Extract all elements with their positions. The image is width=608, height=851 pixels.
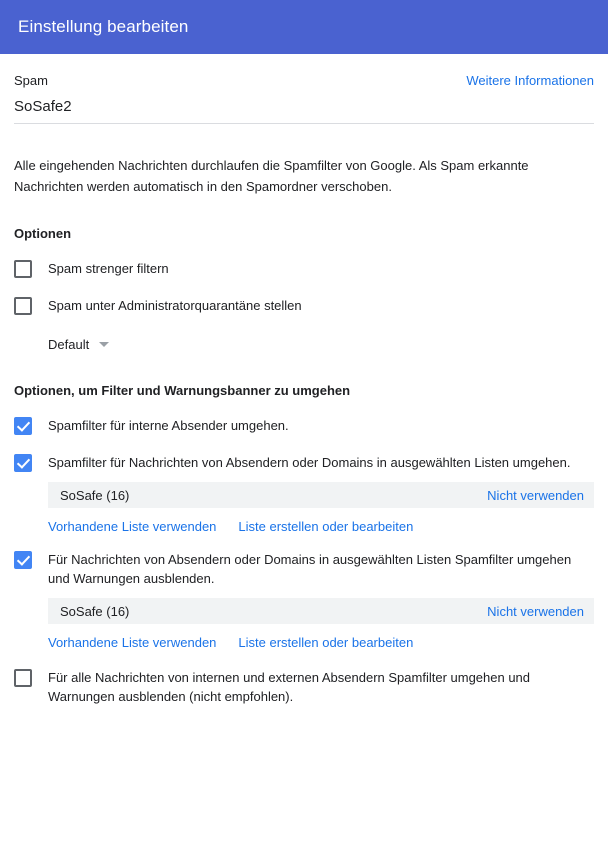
chevron-down-icon [99,342,109,347]
address-list-chip-1 [48,482,594,508]
more-information-link[interactable]: Weitere Informationen [466,73,594,88]
create-or-edit-list-link-1[interactable]: Liste erstellen oder bearbeiten [238,519,414,534]
setting-name-field[interactable] [14,98,594,124]
setting-description: Alle eingehenden Nachrichten durchlaufen die Spamfilter von Google. Als Spam erkannte Nachrichten werden automatisch in den Spamordner verschoben. [14,158,529,194]
bypass-row-internal-senders[interactable] [14,416,594,435]
bypass-row-hide-warnings-lists[interactable] [14,550,594,588]
use-existing-list-link-1[interactable]: Vorhandene Liste verwenden [48,519,217,534]
option-row-admin-quarantine[interactable] [14,296,594,315]
bypass-section-title: Optionen, um Filter und Warnungsbanner zu umgehen [14,383,351,398]
use-existing-list-link-2[interactable]: Vorhandene Liste verwenden [48,635,217,650]
dialog-header [0,0,608,54]
option-label-stricter-spam: Spam strenger filtern [48,261,169,276]
bypass-label-hide-warnings-lists: Für Nachrichten von Absendern oder Domains in ausgewählten Listen Spamfilter umgehen und Warnungen ausblenden. [48,552,572,586]
checkbox-bypass-selected-lists[interactable] [14,454,32,472]
page-title: Einstellung bearbeiten [18,17,189,36]
dialog-body [0,54,608,706]
create-or-edit-list-link-2[interactable]: Liste erstellen oder bearbeiten [238,635,414,650]
bypass-label-internal-senders: Spamfilter für interne Absender umgehen. [48,418,289,433]
checkbox-admin-quarantine[interactable] [14,297,32,315]
address-list-remove-1[interactable]: Nicht verwenden [487,487,584,503]
address-list-name-2: SoSafe (16) [60,603,130,619]
options-section-title: Optionen [14,226,72,241]
bypass-label-all-messages: Für alle Nachrichten von internen und externen Absendern Spamfilter umgehen und Warnungen ausblenden (nicht empfohlen). [48,670,531,704]
address-list-name-1: SoSafe (16) [60,487,130,503]
quarantine-select-value: Default [48,337,90,352]
setting-type-row [14,54,594,88]
bypass-row-selected-lists[interactable] [14,453,594,472]
bypass-label-selected-lists: Spamfilter für Nachrichten von Absendern oder Domains in ausgewählten Listen umgehen. [48,455,571,470]
address-list-actions-1 [48,519,594,534]
address-list-actions-2 [48,635,594,650]
address-list-chip-2 [48,598,594,624]
option-row-stricter-spam[interactable] [14,259,594,278]
checkbox-bypass-all-messages[interactable] [14,669,32,687]
checkbox-bypass-hide-warnings-lists[interactable] [14,551,32,569]
address-list-remove-2[interactable]: Nicht verwenden [487,603,584,619]
bypass-row-all-messages[interactable] [14,668,594,706]
setting-name-value: SoSafe2 [14,98,72,115]
quarantine-select[interactable] [48,337,594,352]
checkbox-bypass-internal-senders[interactable] [14,417,32,435]
checkbox-stricter-spam[interactable] [14,260,32,278]
option-label-admin-quarantine: Spam unter Administratorquarantäne stellen [48,298,302,313]
setting-type-label: Spam [14,73,48,88]
